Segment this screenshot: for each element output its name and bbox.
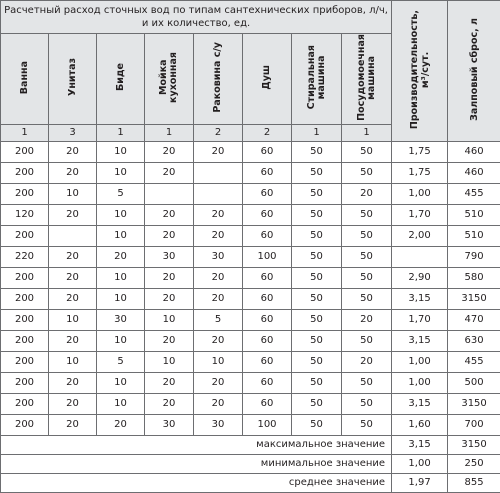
table-cell: 510: [448, 225, 500, 246]
table-cell: 200: [1, 267, 49, 288]
table-cell: 20: [194, 225, 243, 246]
table-cell: 220: [1, 246, 49, 267]
table-cell: 50: [342, 246, 392, 267]
table-cell: 20: [49, 393, 97, 414]
table-cell: 20: [145, 330, 194, 351]
table-cell: 2,90: [392, 267, 448, 288]
summary-volley: 855: [448, 473, 500, 492]
table-cell: 200: [1, 393, 49, 414]
table-cell: 790: [448, 246, 500, 267]
table-cell: 50: [292, 330, 342, 351]
table-cell: 20: [342, 351, 392, 372]
table-cell: 60: [243, 267, 292, 288]
fixture-count: 1: [97, 124, 145, 141]
table-cell: 50: [292, 204, 342, 225]
table-cell: 50: [292, 414, 342, 435]
table-cell: 10: [97, 162, 145, 183]
table-cell: 20: [145, 225, 194, 246]
table-body: [1, 141, 500, 435]
table-cell: 50: [342, 267, 392, 288]
fixture-label: Раковина с/у: [213, 42, 223, 113]
table-cell: 580: [448, 267, 500, 288]
table-cell: 200: [1, 372, 49, 393]
table-cell: 200: [1, 414, 49, 435]
fixture-label: Мойка кухонная: [159, 52, 179, 103]
fixture-count: 2: [194, 124, 243, 141]
table-cell: 455: [448, 183, 500, 204]
table-cell: 50: [342, 225, 392, 246]
table-cell: 1,00: [392, 183, 448, 204]
table-row: [1, 309, 500, 330]
table-cell: 50: [292, 183, 342, 204]
productivity-header-label: Производительность, м³/сут.: [409, 10, 431, 129]
table-cell: 60: [243, 204, 292, 225]
table-cell: 60: [243, 162, 292, 183]
table-cell: [194, 162, 243, 183]
table-cell: 10: [194, 351, 243, 372]
table-cell: 3,15: [392, 330, 448, 351]
table-cell: 60: [243, 225, 292, 246]
table-cell: 20: [145, 141, 194, 162]
table-cell: 10: [97, 372, 145, 393]
productivity-header: [392, 1, 448, 142]
table-cell: 1,70: [392, 309, 448, 330]
table-cell: 50: [292, 162, 342, 183]
table-cell: [145, 183, 194, 204]
table-cell: 50: [342, 288, 392, 309]
table-cell: 50: [342, 414, 392, 435]
fixture-header-toilet: [49, 34, 97, 125]
table-cell: 3,15: [392, 288, 448, 309]
table-title-text: Расчетный расход сточных вод по типам сантехнических приборов, л/ч, и их количество, ед.: [4, 5, 388, 29]
table-cell: 20: [145, 393, 194, 414]
summary-productivity: 3,15: [392, 435, 448, 454]
table-cell: 60: [243, 309, 292, 330]
volley-header: [448, 1, 500, 142]
fixture-label: Биде: [116, 63, 126, 91]
table-cell: 10: [145, 351, 194, 372]
table-cell: 10: [97, 204, 145, 225]
table-cell: 20: [194, 204, 243, 225]
table-cell: 200: [1, 288, 49, 309]
table-cell: 20: [194, 267, 243, 288]
table-cell: 30: [194, 246, 243, 267]
table-cell: 10: [145, 309, 194, 330]
table-row: [1, 414, 500, 435]
table-cell: 20: [49, 372, 97, 393]
table-cell: 50: [292, 372, 342, 393]
table-cell: 50: [342, 393, 392, 414]
table-cell: 20: [49, 330, 97, 351]
table-cell: 30: [194, 414, 243, 435]
table-cell: 700: [448, 414, 500, 435]
table-cell: 10: [97, 393, 145, 414]
table-cell: 60: [243, 183, 292, 204]
fixture-label: Душ: [262, 65, 272, 90]
table-cell: 1,75: [392, 162, 448, 183]
table-cell: 5: [97, 351, 145, 372]
table-cell: 50: [292, 393, 342, 414]
table-cell: 20: [49, 204, 97, 225]
table-cell: 60: [243, 372, 292, 393]
table-cell: 50: [292, 351, 342, 372]
fixture-count: 1: [292, 124, 342, 141]
table-cell: 20: [145, 288, 194, 309]
summary-row: [1, 454, 500, 473]
table-cell: 500: [448, 372, 500, 393]
table-cell: 200: [1, 309, 49, 330]
summary-label: среднее значение: [1, 473, 392, 492]
table-row: [1, 372, 500, 393]
fixture-header-bidet: [97, 34, 145, 125]
summary-row: [1, 473, 500, 492]
table-cell: [49, 225, 97, 246]
table-cell: 50: [292, 225, 342, 246]
table-cell: 10: [97, 267, 145, 288]
table-cell: 460: [448, 162, 500, 183]
fixture-label: Стиральная машина: [307, 45, 327, 109]
fixture-label: Унитаз: [68, 58, 78, 96]
table-cell: 10: [97, 330, 145, 351]
table-cell: 20: [49, 414, 97, 435]
table-cell: 50: [342, 162, 392, 183]
table-cell: 30: [97, 309, 145, 330]
table-cell: 60: [243, 351, 292, 372]
table-cell: 20: [145, 162, 194, 183]
table-cell: 10: [97, 225, 145, 246]
fixture-count: 1: [342, 124, 392, 141]
table-cell: 120: [1, 204, 49, 225]
table-cell: 20: [49, 141, 97, 162]
table-cell: 200: [1, 141, 49, 162]
table-cell: 50: [342, 204, 392, 225]
table-row: [1, 246, 500, 267]
table-cell: 200: [1, 330, 49, 351]
table-cell: 30: [145, 414, 194, 435]
table-cell: 10: [97, 141, 145, 162]
table-cell: 200: [1, 225, 49, 246]
table-row: [1, 225, 500, 246]
table-row: [1, 183, 500, 204]
table-cell: 30: [145, 246, 194, 267]
table-cell: 60: [243, 141, 292, 162]
summary-label: максимальное значение: [1, 435, 392, 454]
table-cell: 50: [342, 141, 392, 162]
table-cell: 470: [448, 309, 500, 330]
table-cell: 50: [292, 246, 342, 267]
table-cell: 20: [97, 246, 145, 267]
table-row: [1, 288, 500, 309]
table-cell: 10: [49, 183, 97, 204]
fixture-count: 1: [1, 124, 49, 141]
table-cell: 20: [49, 288, 97, 309]
table-cell: 100: [243, 414, 292, 435]
table-cell: 20: [145, 372, 194, 393]
table-cell: 1,60: [392, 414, 448, 435]
fixture-label: Посудомоечная машина: [357, 34, 377, 121]
table-title: [1, 1, 392, 34]
table-cell: 1,00: [392, 372, 448, 393]
table-cell: 20: [145, 204, 194, 225]
table-cell: 20: [194, 141, 243, 162]
table-cell: 1,00: [392, 351, 448, 372]
table-cell: 200: [1, 183, 49, 204]
table-cell: 20: [194, 288, 243, 309]
table-cell: [194, 183, 243, 204]
fixture-count: 1: [145, 124, 194, 141]
summary-volley: 250: [448, 454, 500, 473]
table-cell: 20: [145, 267, 194, 288]
table-cell: 1,70: [392, 204, 448, 225]
table-cell: 10: [49, 309, 97, 330]
fixture-header-dishwasher: [342, 34, 392, 125]
table-cell: 100: [243, 246, 292, 267]
volley-header-label: Залповый сброс, л: [469, 18, 480, 121]
table-cell: 20: [194, 393, 243, 414]
fixture-header-shower: [243, 34, 292, 125]
summary-productivity: 1,97: [392, 473, 448, 492]
table-cell: 20: [97, 414, 145, 435]
table-cell: 510: [448, 204, 500, 225]
table-cell: 20: [194, 330, 243, 351]
table-cell: 200: [1, 162, 49, 183]
table-cell: 20: [49, 246, 97, 267]
table-summary: [1, 435, 500, 492]
summary-row: [1, 435, 500, 454]
table-cell: 3,15: [392, 393, 448, 414]
table-cell: [392, 246, 448, 267]
table-cell: 20: [342, 309, 392, 330]
table-cell: 3150: [448, 288, 500, 309]
table-cell: 455: [448, 351, 500, 372]
table-cell: 10: [97, 288, 145, 309]
fixture-header-washbasin: [194, 34, 243, 125]
table-row: [1, 162, 500, 183]
table-cell: 10: [49, 351, 97, 372]
fixture-header-washing-machine: [292, 34, 342, 125]
summary-label: минимальное значение: [1, 454, 392, 473]
table-cell: 60: [243, 393, 292, 414]
table-cell: 1,75: [392, 141, 448, 162]
summary-productivity: 1,00: [392, 454, 448, 473]
table-cell: 60: [243, 330, 292, 351]
table-cell: 20: [49, 162, 97, 183]
fixture-count: 2: [243, 124, 292, 141]
table-cell: 630: [448, 330, 500, 351]
table-cell: 50: [292, 141, 342, 162]
table-cell: 50: [292, 267, 342, 288]
table-row: [1, 267, 500, 288]
table-row: [1, 330, 500, 351]
table-cell: 50: [342, 330, 392, 351]
table-cell: 20: [342, 183, 392, 204]
table-cell: 5: [97, 183, 145, 204]
table-cell: 2,00: [392, 225, 448, 246]
table-cell: 50: [292, 309, 342, 330]
table-row: [1, 204, 500, 225]
table-cell: 200: [1, 351, 49, 372]
table-cell: 50: [342, 372, 392, 393]
table-row: [1, 393, 500, 414]
fixture-header-kitchen-sink: [145, 34, 194, 125]
table-cell: 5: [194, 309, 243, 330]
fixture-count: 3: [49, 124, 97, 141]
table-cell: 60: [243, 288, 292, 309]
table-cell: 50: [292, 288, 342, 309]
table-cell: 20: [194, 372, 243, 393]
fixture-label: Ванна: [20, 61, 30, 94]
table-row: [1, 141, 500, 162]
table-cell: 20: [49, 267, 97, 288]
table-row: [1, 351, 500, 372]
summary-volley: 3150: [448, 435, 500, 454]
table-cell: 460: [448, 141, 500, 162]
fixture-header-bath: [1, 34, 49, 125]
table-cell: 3150: [448, 393, 500, 414]
